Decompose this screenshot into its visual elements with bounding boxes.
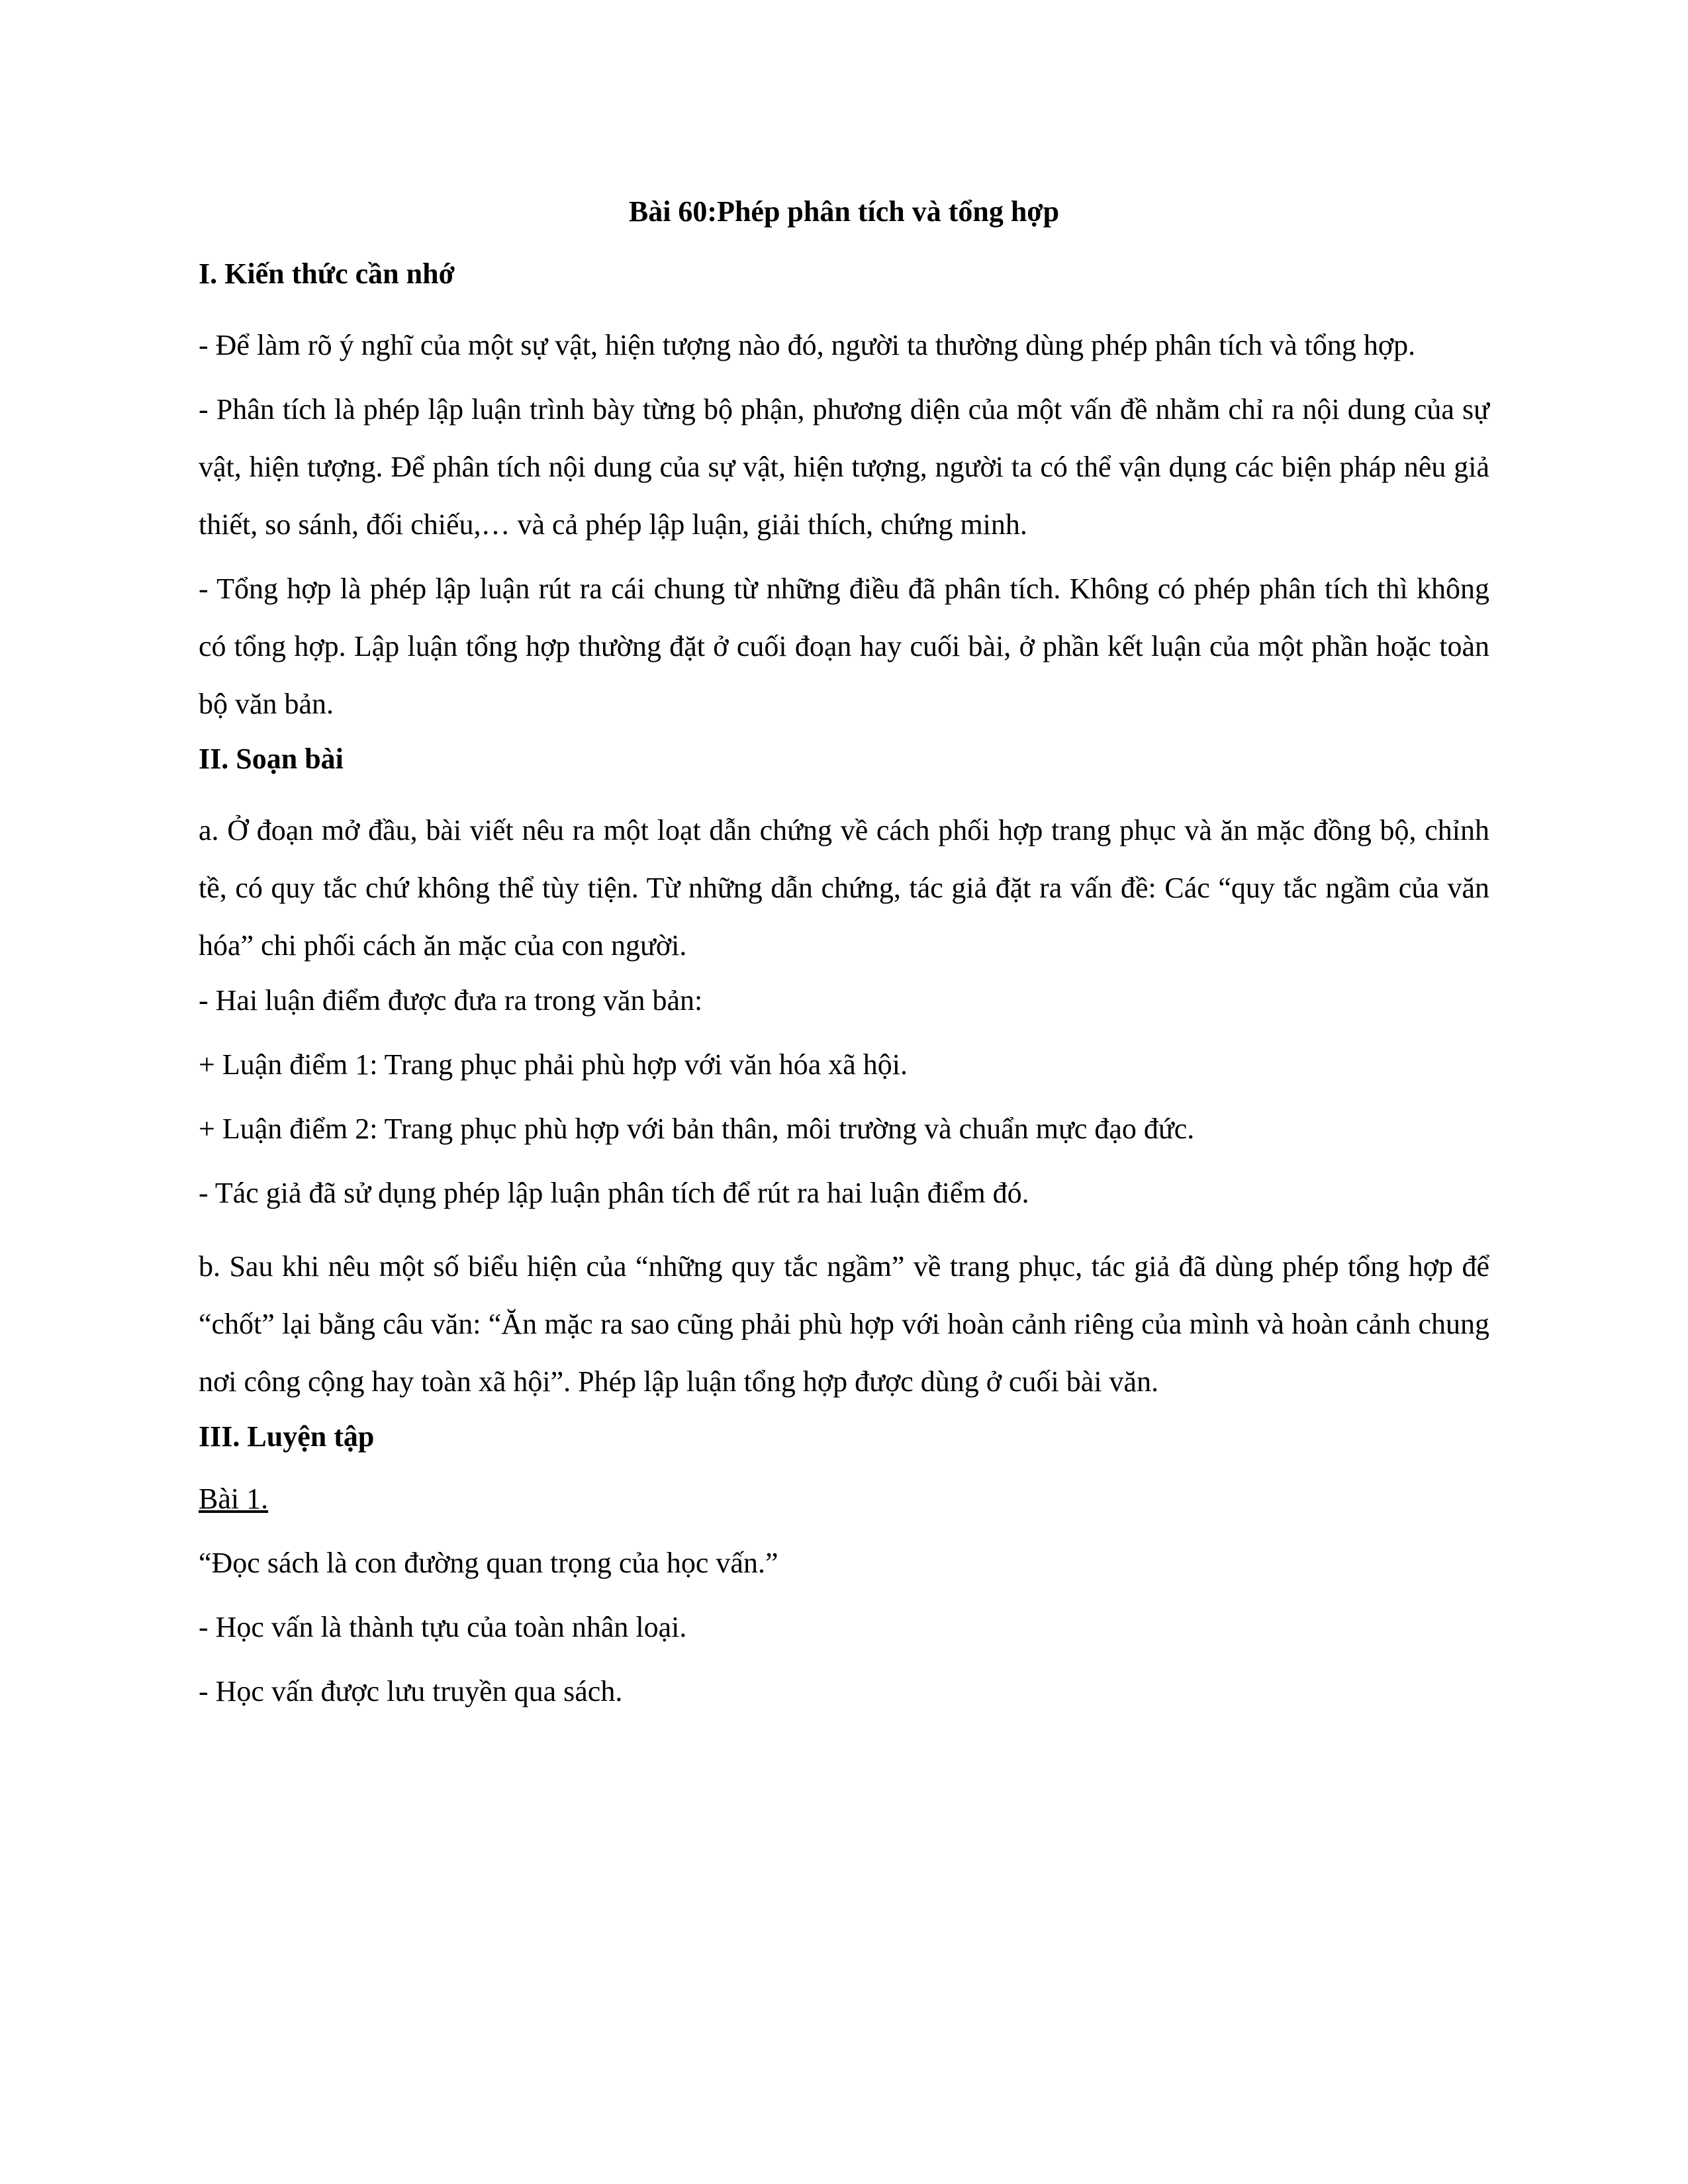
section-heading-practice: III. Luyện tập	[199, 1420, 375, 1453]
paragraph-knowledge-1: - Để làm rõ ý nghĩ của một sự vật, hiện tượng nào đó, người ta thường dùng phép phân tích và tổng hợp.	[199, 329, 1416, 361]
section-heading-knowledge: I. Kiến thức cần nhớ	[199, 257, 455, 290]
paragraph-lesson-b: b. Sau khi nêu một số biểu hiện của “những quy tắc ngầm” về trang phục, tác giả đã dùng phép tổng hợp để “chốt” lại bằng câu văn: “Ăn mặc ra sao cũng phải phù hợp với hoàn cảnh riêng của mình và hoàn cảnh chung nơi công cộng hay toàn xã hội”. Phép lập luận tổng hợp được dùng ở cuối bài văn.	[199, 1250, 1489, 1398]
line-lesson-1: - Hai luận điểm được đưa ra trong văn bản:	[199, 984, 703, 1017]
line-practice-3: - Học vấn được lưu truyền qua sách.	[199, 1675, 623, 1707]
document-page	[199, 192, 1489, 1736]
line-lesson-4: - Tác giả đã sử dụng phép lập luận phân tích để rút ra hai luận điểm đó.	[199, 1177, 1029, 1209]
line-practice-1: “Đọc sách là con đường quan trọng của học vấn.”	[199, 1547, 778, 1579]
paragraph-lesson-a: a. Ở đoạn mở đầu, bài viết nêu ra một loạt dẫn chứng về cách phối hợp trang phục và ăn mặc đồng bộ, chỉnh tề, có quy tắc chứ không thể tùy tiện. Từ những dẫn chứng, tác giả đặt ra vấn đề: Các “quy tắc ngầm của văn hóa” chi phối cách ăn mặc của con người.	[199, 814, 1489, 962]
exercise-heading: Bài 1.	[199, 1482, 269, 1515]
line-lesson-2: + Luận điểm 1: Trang phục phải phù hợp với văn hóa xã hội.	[199, 1048, 908, 1081]
line-practice-2: - Học vấn là thành tựu của toàn nhân loại.	[199, 1611, 687, 1643]
line-lesson-3: + Luận điểm 2: Trang phục phù hợp với bản thân, môi trường và chuẩn mực đạo đức.	[199, 1113, 1195, 1145]
paragraph-knowledge-2: - Phân tích là phép lập luận trình bày từng bộ phận, phương diện của một vấn đề nhằm chỉ ra nội dung của sự vật, hiện tượng. Để phân tích nội dung của sự vật, hiện tượng, người ta có thể vận dụng các biện pháp nêu giả thiết, so sánh, đối chiếu,… và cả phép lập luận, giải thích, chứng minh.	[199, 393, 1489, 541]
section-heading-lesson: II. Soạn bài	[199, 743, 344, 775]
paragraph-knowledge-3: - Tổng hợp là phép lập luận rút ra cái chung từ những điều đã phân tích. Không có phép phân tích thì không có tổng hợp. Lập luận tổng hợp thường đặt ở cuối đoạn hay cuối bài, ở phần kết luận của một phần hoặc toàn bộ văn bản.	[199, 572, 1489, 720]
document-title: Bài 60:Phép phân tích và tổng hợp	[628, 195, 1060, 228]
